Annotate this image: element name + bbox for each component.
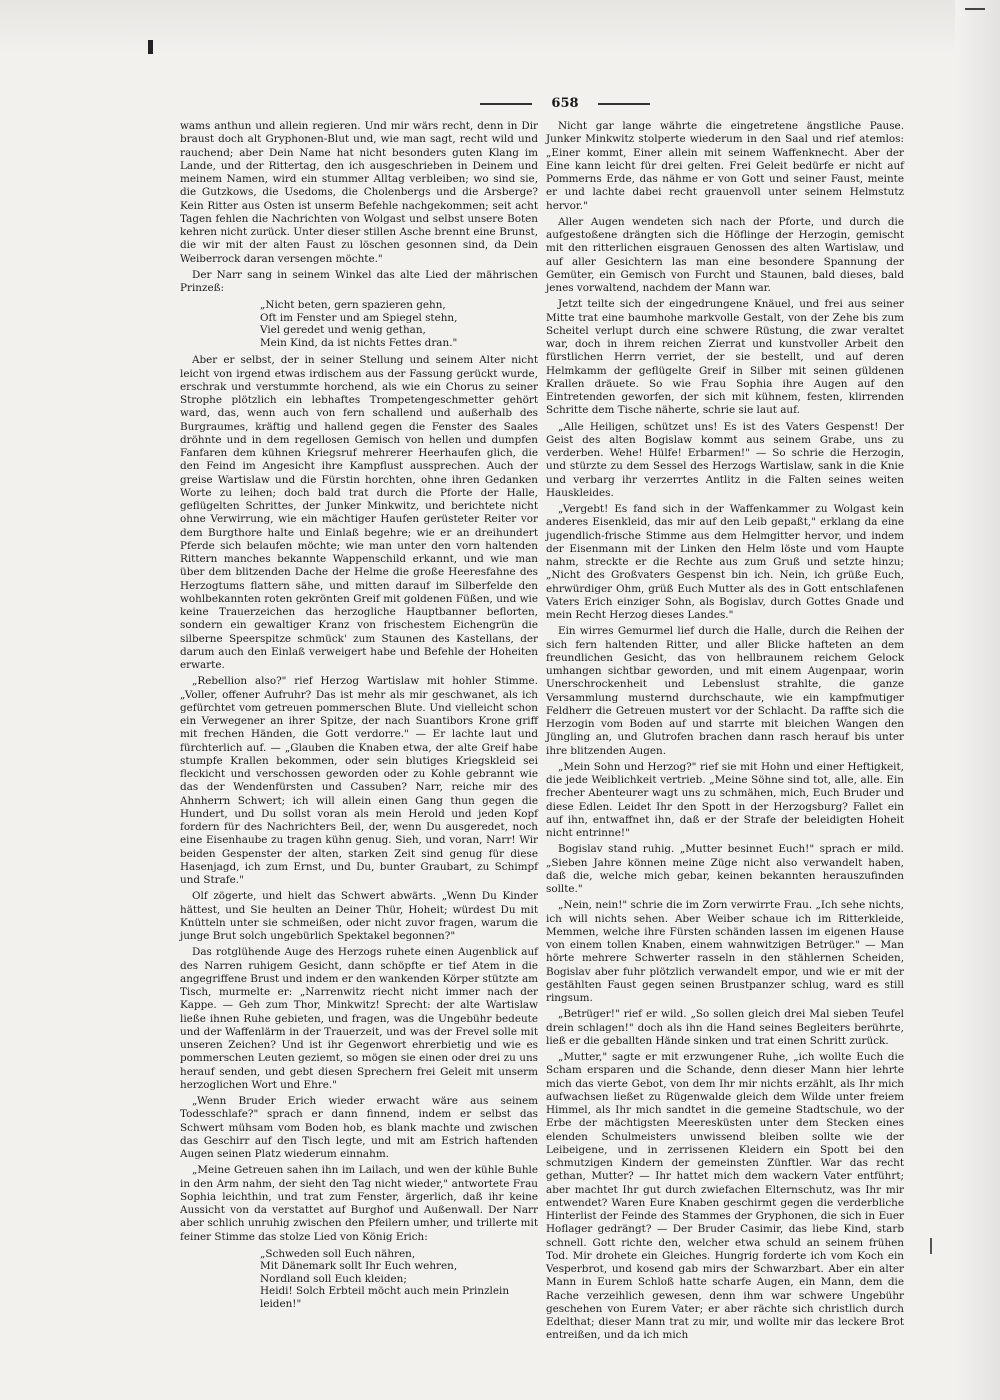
verse-mahrische-prinzess: „Nicht beten, gern spazieren gehn, Oft im Fenster und am Spiegel stehn, Viel geredet und wenig gethan, Mein Kind, da ist nichts Fettes dran.": [260, 299, 458, 349]
header-rule-left: [480, 103, 532, 105]
paragraph: „Mein Sohn und Herzog?" rief sie mit Hohn und einer Heftigkeit, die jede Weiblichkeit vertrieb. „Meine Söhne sind tot, alle, alle. Ein frecher Abenteurer wagt uns zu schmähen, mich, Euch Bruder und diese Edlen. Leidet Ihr den Spott in der Herzogsburg? Fallet ein auf ihn, entwaffnet ihn, daß er der Strafe der beleidigten Hoheit nicht entrinne!": [546, 760, 904, 839]
text-column-left: [180, 120, 538, 1315]
paragraph: Aller Augen wendeten sich nach der Pforte, und durch die aufgestoßene drängten sich die Höflinge der Herzogin, gemischt mit den ritterlichen eisgrauen Genossen des alten Wartislaw, und auf aller Gesichtern las man eine besondere Spannung der Gemüter, ein Gemisch von Furcht und Staunen, bald dieses, bald jenes vorwaltend, nachdem der Mann war.: [546, 215, 904, 294]
paragraph: Bogislav stand ruhig. „Mutter besinnet Euch!" sprach er mild. „Sieben Jahre können meine Züge nicht also verwandelt haben, daß die, welche mich gebar, keinen bekannten herauszufinden sollte.": [546, 843, 904, 895]
text-column-right: [546, 120, 904, 1346]
paragraph: Olf zögerte, und hielt das Schwert abwärts. „Wenn Du Kinder hättest, und Sie heulten an Deiner Thür, Hoheit; würdest Du mit Knütteln unter sie schmeißen, oder nicht zuvor fragen, warum die junge Brut solch ungebürlich Spektakel begonnen?": [180, 890, 538, 942]
paragraph: Der Narr sang in seinem Winkel das alte Lied der mährischen Prinzeß:: [180, 268, 538, 294]
header-rule-right: [598, 103, 650, 105]
paragraph: „Vergebt! Es fand sich in der Waffenkammer zu Wolgast kein anderes Eisenkleid, das mir auf den Leib gepaßt," erklang da eine jugendlich-frische Stimme aus dem Helmgitter hervor, und indem der Eisenmann mit der Linken den Helm löste und vom Haupte nahm, streckte er die Rechte aus zum Gruß und setzte hinzu; „Nicht des Großvaters Gespenst bin ich. Nein, ich grüße Euch, ehrwürdiger Ohm, grüß Euch Mutter als des in Gott entschlafenen Vaters Erich einziger Sohn, als Bogislav, durch Gottes Gnade und mein Recht Herzog dieses Landes.": [546, 503, 904, 621]
paragraph: Aber er selbst, der in seiner Stellung und seinem Alter nicht leicht von irgend etwas irdischem aus der Fassung gerückt wurde, erschrak und verstummte horchend, als wie ein Chorus zu seiner Strophe plötzlich ein lebhaftes Trompetengeschmetter gehört ward, das, wenn auch von fern schallend und außerhalb des Burgraumes, kräftig und hallend gegen die Fenster des Saales dröhnte und in dem regellosen Gemisch von hellen und dumpfen Fanfaren dem kühnen Kriegsruf mehrerer Heerhaufen glich, die den Feind im Angesicht ihre Kampflust aussprechen. Auch der greise Wartislaw und die Fürstin horchten, ohne ihren Gedanken Worte zu leihen; doch bald trat durch die Pforte der Halle, geflügelten Schrittes, der Junker Minkwitz, und berichtete nicht ohne Verwirrung, wie ein mächtiger Haufen gerüsteter Reiter vor dem Burgthore halte und Einlaß begehre; wie er an dreihundert Pferde sich belaufen möchte; wie man unter den vorn haltenden Rittern manches bekannte Wappenschild erkannt, und wie man über dem blitzenden Dache der Helme die große Heeresfahne des Herzogtums flattern sähe, und mitten darauf im Silberfelde den wohlbekannten roten gekrönten Greif mit goldenen Füßen, und wie keine Trauerzeichen das herzogliche Hauptbanner beflorten, sondern ein gewaltiger Kranz von frischestem Eichengrün die silberne Speerspitze schmück' zum Staunen des Kastellans, der darum auch den Einlaß verweigert habe und Befehle der Hoheiten erwarte.: [180, 354, 538, 671]
scan-shadow-right: [955, 0, 1000, 1400]
paragraph: Jetzt teilte sich der eingedrungene Knäuel, und frei aus seiner Mitte trat eine baumhohe markvolle Gestalt, von der Zehe bis zum Scheitel verlupt durch eine schwere Rüstung, die zwar veraltet war, doch in ihrem reichen Zierrat und kunstvoller Arbeit den fürstlichen Herrn verriet, der sie bestellt, und auf deren Helmkamm der geflügelte Greif in Silber mit seinen güldenen Krallen dräuete. So wie Frau Sophia ihre Augen auf den Eintretenden geworfen, der sich mit kühnem, festen, klirrenden Schritte dem Tische näherte, schrie sie laut auf.: [546, 298, 904, 417]
paragraph: „Nein, nein!" schrie die im Zorn verwirrte Frau. „Ich sehe nichts, ich will nichts sehen. Aber Weiber schaue ich im Ritterkleide, Memmen, welche ihre Fürsten schänden lassen im eigenen Hause von einem tollen Knaben, einem wahnwitzigen Betrüger." — Man hörte mehrere Schwerter rasseln in den stählernen Scheiden, Bogislav aber fuhr plötzlich verwandelt empor, und wie er mit der gestählten Faust gegen seinen Brustpanzer schlug, ward es still ringsum.: [546, 899, 904, 1004]
scan-mark: [930, 1238, 932, 1254]
page-number: 658: [551, 96, 579, 111]
scan-mark: [148, 40, 153, 54]
paragraph: Nicht gar lange währte die eingetretene ängstliche Pause. Junker Minkwitz stolperte wiederum in den Saal und rief atemlos: „Einer kommt, Einer allein mit seinem Waffenknecht. Aber der Eine kann leicht für drei gelten. Frei Geleit bedürfe er nicht auf Pommerns Erde, das nähme er von Gott und seiner Faust, meinte er und lachte dabei recht grauenvoll unter seinem Helmstutz hervor.": [546, 120, 904, 212]
paragraph: „Mutter," sagte er mit erzwungener Ruhe, „ich wollte Euch die Scham ersparen und die Schande, denn dieser Mann hier lehrte mich das vierte Gebot, von dem Ihr mir nichts erzählt, als Ihr mich aufwachsen ließet zu Rügenwalde gleich dem Wilde unter freiem Himmel, als Ihr mich sandtet in die gemeine Stadtschule, wo der Erbe der mächtigsten Meeresküsten unter dem Stecken eines elenden Schulmeisters unwissend bleiben sollte wie der Leibeigene, und in zerrissenen Kleidern ein Spott bei den schmutzigen Kindern der gemeinsten Zünftler. War das recht gethan, Mutter? — Ihr hattet mich dem wackern Vater entführt; aber machtet Ihr gut durch zwiefachen Elternschutz, was Ihr mir entwendet? Waren Eure Knaben geschirmt gegen die verderbliche Hinterlist der Feinde des Stammes der Gryphonen, die sich in Euer Hoflager gedrängt? — Der Bruder Casimir, das liebe Kind, starb schnell. Gott richte den, welcher etwa schuld an seinem frühen Tod. Mir drohete ein Gleiches. Hungrig forderte ich vom Koch ein Vesperbrot, und kosend gab mirs der Schwarzbart. Aber ein alter Mann in Eurem Schloß hatte scharfe Augen, ein Mann, dem die Rache verzeihlich gewesen, denn ihm war schwere Ungebühr geschehen von Eurem Vater; er aber rächte sich christlich durch Edelthat; dieser Mann trat zu mir, und wollte mir das leckere Brot entreißen, und da ich mich: [546, 1051, 904, 1342]
paragraph: wams anthun und allein regieren. Und mir wärs recht, denn in Dir braust doch alt Gryphonen-Blut und, wie man sagt, recht wild und rauchend; aber Dein Name hat nicht besonders guten Klang im Lande, und der Rittertag, den ich ausgeschrieben in Deinem und meinem Namen, wird ein stummer Alltag verbleiben; wo sind sie, die Gutzkows, die Usedoms, die Cholenbergs und die Arsberge? Kein Ritter aus Osten ist unserm Befehle nachgekommen; seit acht Tagen fehlen die Nachrichten von Wolgast und selbst unsere Boten kehren nicht zurück. Unter dieser stillen Asche brennt eine Brunst, die wir mit der alten Faust zu löschen gesonnen sind, da Dein Weiberrock daran versengen möchte.": [180, 120, 538, 265]
paragraph: „Meine Getreuen sahen ihn im Lailach, und wen der kühle Buhle in den Arm nahm, der sieht den Tag nicht wieder," antwortete Frau Sophia leichthin, und trat zum Fenster, ärgerlich, daß ihr keine Aussicht von da verstattet auf Burghof und Außenwall. Der Narr aber schlich unruhig zwischen den Pfeilern umher, und trillerte mit feiner Stimme das stolze Lied von König Erich:: [180, 1164, 538, 1243]
paragraph: „Rebellion also?" rief Herzog Wartislaw mit hohler Stimme. „Voller, offener Aufruhr? Das ist mehr als mir geschwanet, als ich gefürchtet vom getreuen pommerschen Blute. Und vielleicht schon ein Verwegener an ihrer Spitze, der nach Suantibors Krone griff mit frechen Händen, die Gott verdorre." — Er lachte laut und fürchterlich auf. — „Glauben die Knaben etwa, der alte Greif habe stumpfe Krallen bekommen, oder sein blutiges Kriegskleid sei fleckicht und verschossen geworden oder zu Kohle gebrannt wie das der Wendenfürsten und Cassuben? Narr, reiche mir des Ahnherrn Schwert; ich will allein einen Gang thun gegen die Hundert, und Du sollst voran als mein Herold und jeden Kopf fordern für des Nachrichters Beil, der, wenn Du ausgeredet, noch eine Eisenhaube zu tragen kühn genug. Sieh, und voran, Narr! Wir beiden Gespenster der alten, starken Zeit sind genug für diese Hasenjagd, ich zum Ernst, und Du, bunter Graubart, zu Schimpf und Strafe.": [180, 675, 538, 886]
page-header: [180, 94, 900, 114]
paragraph: „Alle Heiligen, schützet uns! Es ist des Vaters Gespenst! Der Geist des alten Bogislaw kommt aus seinem Grabe, uns zu verderben. Wehe! Hülfe! Erbarmen!" — So schrie die Herzogin, und stürzte zu dem Sessel des Herzogs Wartislaw, sank in die Knie und verbarg ihr verzerrtes Antlitz in die Falten seines weiten Hauskleides.: [546, 420, 904, 499]
verse-konig-erich: „Schweden soll Euch nähren, Mit Dänemark sollt Ihr Euch wehren, Nordland soll Euch kleiden; Heidi! Solch Erbteil möcht auch mein Prinzlein leiden!": [260, 1247, 510, 1310]
scan-mark: [965, 8, 985, 10]
paragraph: „Wenn Bruder Erich wieder erwacht wäre aus seinem Todesschlafe?" sprach er dann finnend, indem er selbst das Schwert mühsam vom Boden hob, es blank machte und zwischen das Geschirr auf den Tisch legte, und mit am Estrich haftenden Augen seinen Platz wiederum einnahm.: [180, 1095, 538, 1160]
paragraph: „Betrüger!" rief er wild. „So sollen gleich drei Mal sieben Teufel drein schlagen!" doch als ihn die Hand seines Begleiters berührte, ließ er die geballten Hände sinken und trat einen Schritt zurück.: [546, 1008, 904, 1047]
paragraph: Ein wirres Gemurmel lief durch die Halle, durch die Reihen der sich fern haltenden Ritter, und aller Blicke hafteten an dem freundlichen Gesicht, das von hellbraunem reichem Gelock umhangen sichtbar geworden, und mit einem Augenpaar, worin Unerschrockenheit und Lebenslust strahlte, die ganze Versammlung musternd durchschaute, wie ein kampfmutiger Feldherr die Getreuen mustert vor der Schlacht. Da raffte sich die Herzogin vom Boden auf und starrte mit bleichen Wangen den Jüngling an, und Glutrofen brachen dann rasch herauf bis unter ihre blitzenden Augen.: [546, 625, 904, 757]
paragraph: Das rotglühende Auge des Herzogs ruhete einen Augenblick auf des Narren ruhigem Gesicht, dann schöpfte er tief Atem in die angegriffene Brust und indem er den wankenden Körper stützte am Tisch, murmelte er: „Narrenwitz riecht nicht immer nach der Kappe. — Geh zum Thor, Minkwitz! Sprecht: der alte Wartislaw ließe ihnen Ruhe gebieten, und fragen, was die Ungebühr bedeute und der Waffenlärm in der Trauerzeit, und was der Frevel solle mit unseren Zeichen? Und ist ihr Gegenwort ehrerbietig und wie es pommerschen Leuten geziemt, so mögen sie einen oder drei zu uns herauf senden, und gebt diesen Sprechern frei Geleit mit unserm herzoglichen Wort und Ehre.": [180, 946, 538, 1091]
